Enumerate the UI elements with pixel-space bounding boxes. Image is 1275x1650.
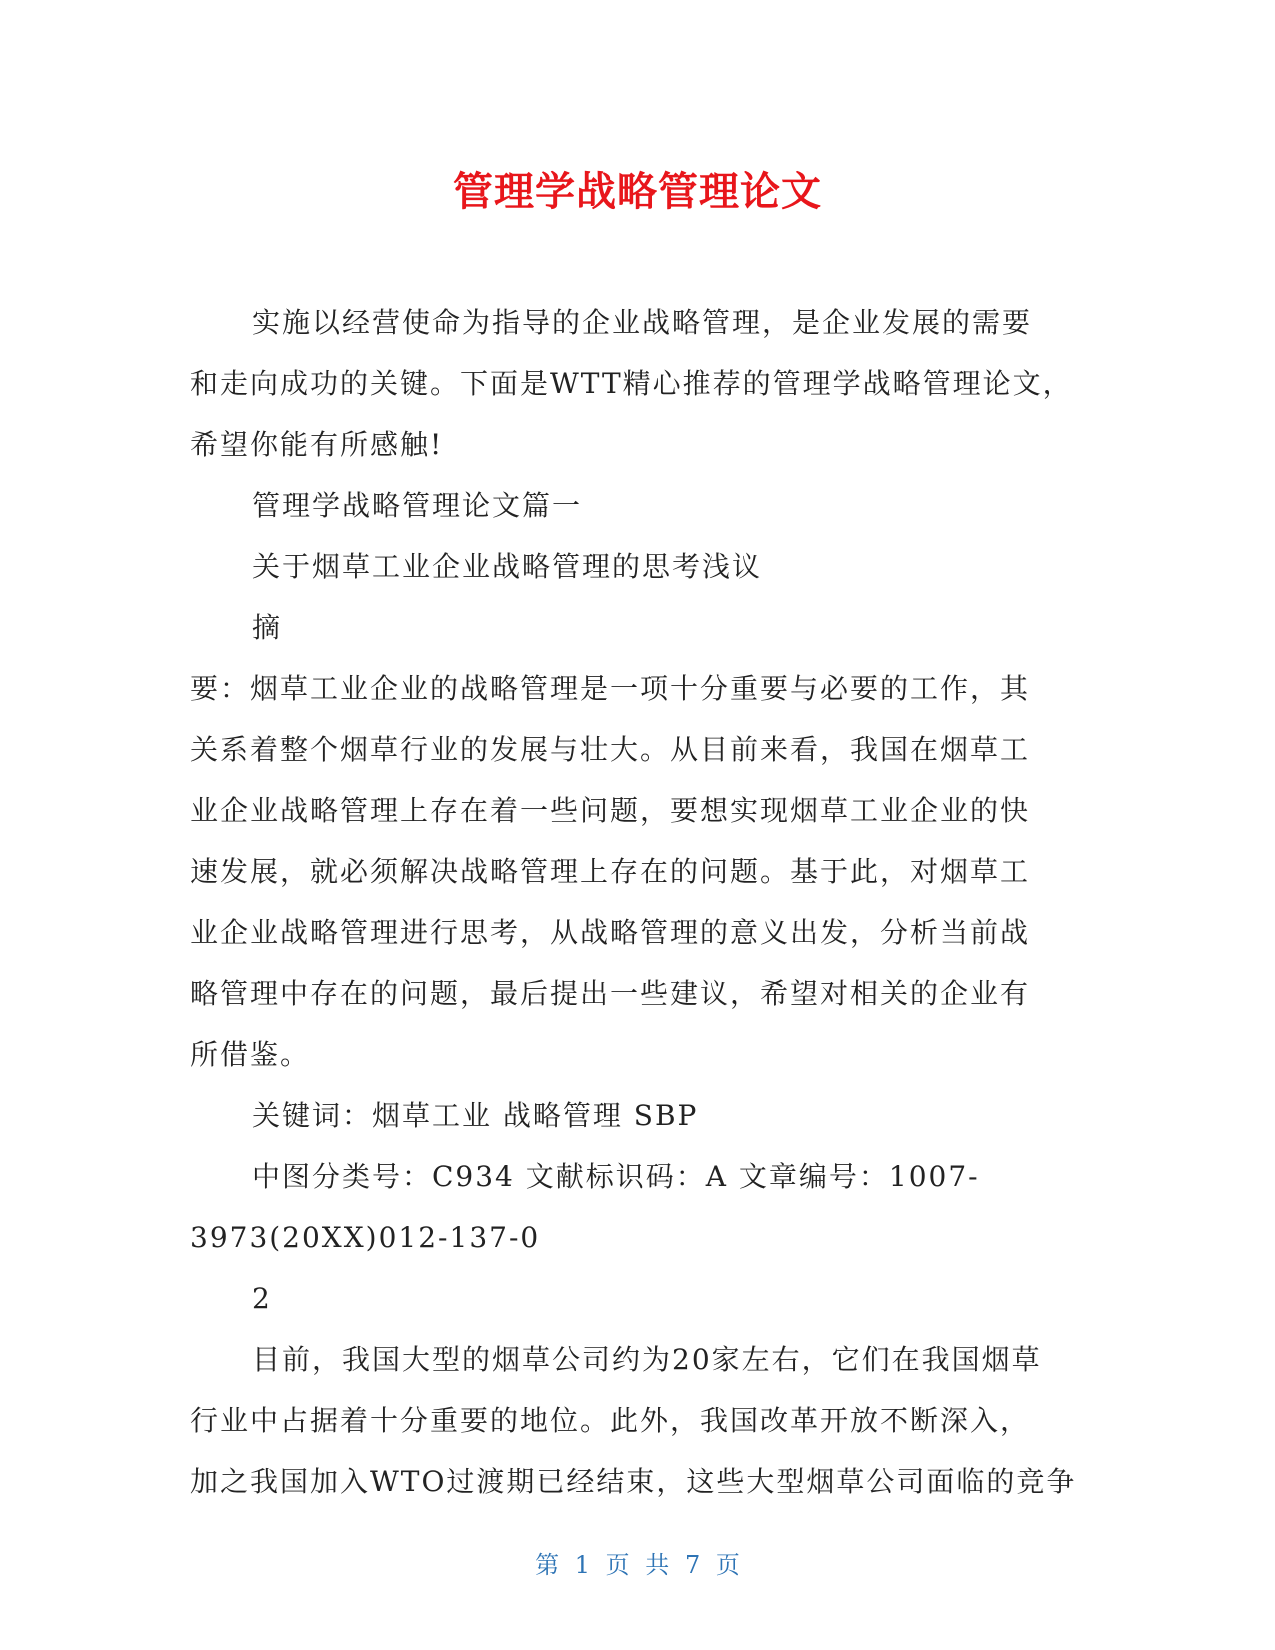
abstract-line: 要：烟草工业企业的战略管理是一项十分重要与必要的工作，其 <box>190 672 1031 705</box>
classification-line: 3973(20XX)012-137-0 <box>190 1221 541 1254</box>
paragraph-line: 目前，我国大型的烟草公司约为20家左右，它们在我国烟草 <box>252 1343 1042 1376</box>
abstract-line: 业企业战略管理进行思考，从战略管理的意义出发，分析当前战 <box>190 916 1031 949</box>
abstract-line: 速发展，就必须解决战略管理上存在的问题。基于此，对烟草工 <box>190 855 1031 888</box>
paragraph-line: 行业中占据着十分重要的地位。此外，我国改革开放不断深入， <box>190 1404 1031 1437</box>
section-heading: 管理学战略管理论文篇一 <box>252 489 583 522</box>
keywords-line: 关键词：烟草工业 战略管理 SBP <box>252 1099 699 1132</box>
paragraph-line: 希望你能有所感触! <box>190 428 444 461</box>
page-number: 第 1 页 共 7 页 <box>535 1551 740 1579</box>
abstract-label: 摘 <box>252 611 283 644</box>
classification-line: 2 <box>252 1282 272 1315</box>
abstract-line: 略管理中存在的问题，最后提出一些建议，希望对相关的企业有 <box>190 977 1031 1010</box>
paragraph-line: 实施以经营使命为指导的企业战略管理，是企业发展的需要 <box>252 306 1033 339</box>
abstract-line: 业企业战略管理上存在着一些问题，要想实现烟草工业企业的快 <box>190 794 1031 827</box>
classification-line: 中图分类号：C934 文献标识码：A 文章编号：1007- <box>252 1160 980 1193</box>
document-title: 管理学战略管理论文 <box>453 169 822 215</box>
article-title: 关于烟草工业企业战略管理的思考浅议 <box>252 550 763 583</box>
document-body <box>190 292 1077 1512</box>
paragraph-line: 和走向成功的关键。下面是WTT精心推荐的管理学战略管理论文， <box>190 367 1073 400</box>
abstract-line: 所借鉴。 <box>190 1038 311 1071</box>
abstract-line: 关系着整个烟草行业的发展与壮大。从目前来看，我国在烟草工 <box>190 733 1031 766</box>
paragraph-line: 加之我国加入WTO过渡期已经结束，这些大型烟草公司面临的竞争 <box>190 1465 1077 1498</box>
